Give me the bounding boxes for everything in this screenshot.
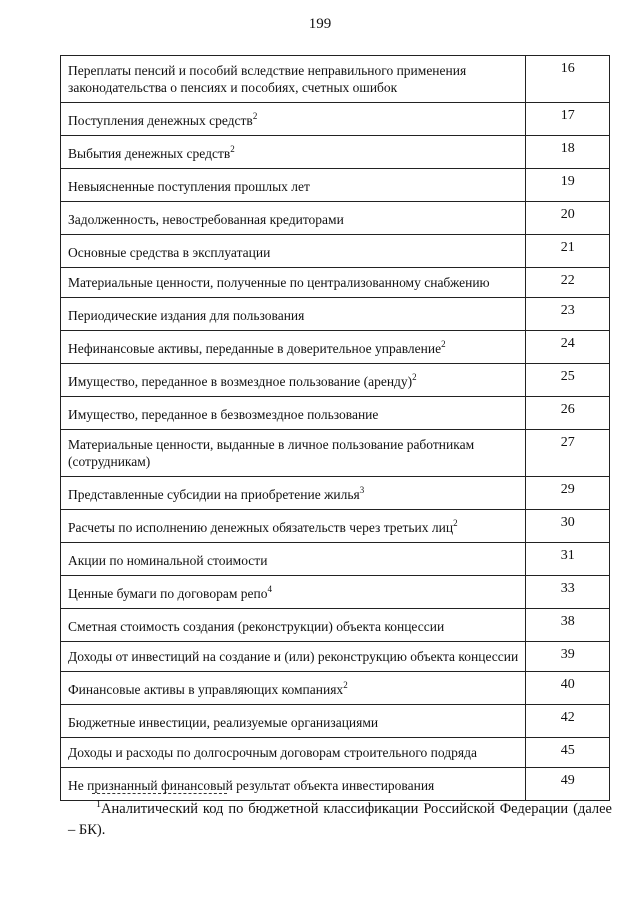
row-name-cell (61, 103, 526, 136)
row-footnote-ref: 3 (359, 484, 365, 495)
row-code: 45 (525, 738, 609, 768)
row-name: Материальные ценности, полученные по централизованному снабжению (68, 275, 490, 290)
row-name-cell (61, 331, 526, 364)
row-name: Поступления денежных средств (68, 113, 253, 128)
row-name: Доходы от инвестиций на создание и (или) реконструкцию объекта концессии (68, 649, 519, 664)
table-row (61, 331, 610, 364)
row-code: 27 (525, 430, 609, 477)
row-name: Имущество, переданное в безвозмездное пользование (68, 407, 379, 422)
row-code: 38 (525, 609, 609, 642)
row-name-cell (61, 642, 526, 672)
row-code: 40 (525, 672, 609, 705)
table-row (61, 268, 610, 298)
table-row (61, 136, 610, 169)
account-codes-table (60, 55, 610, 801)
row-name-cell (61, 298, 526, 331)
row-name-cell (61, 56, 526, 103)
row-name-cell (61, 543, 526, 576)
footnote (68, 799, 612, 841)
row-name: Материальные ценности, выданные в личное пользование работникам (сотрудникам) (68, 437, 475, 469)
row-code: 17 (525, 103, 609, 136)
row-footnote-ref: 2 (343, 679, 348, 690)
row-footnote-ref: 4 (267, 583, 272, 594)
row-name: Расчеты по исполнению денежных обязательств через третьих лиц (68, 520, 454, 535)
row-name: Сметная стоимость создания (реконструкции) объекта концессии (68, 619, 445, 634)
table-row (61, 543, 610, 576)
row-code: 30 (525, 510, 609, 543)
row-code: 19 (525, 169, 609, 202)
row-name: Невыясненные поступления прошлых лет (68, 179, 310, 194)
row-name: Доходы и расходы по долгосрочным договорам строительного подряда (68, 745, 477, 760)
row-name-cell (61, 576, 526, 609)
table-row (61, 397, 610, 430)
row-name: Основные средства в эксплуатации (68, 245, 271, 260)
row-name-cell (61, 768, 526, 801)
row-name: Не признанный финансовый результат объекта инвестирования (68, 778, 435, 793)
row-code: 23 (525, 298, 609, 331)
row-code: 21 (525, 235, 609, 268)
row-name-cell (61, 477, 526, 510)
row-name-cell (61, 268, 526, 298)
row-code: 16 (525, 56, 609, 103)
row-name: Финансовые активы в управляющих компаниях (68, 682, 344, 697)
row-code: 39 (525, 642, 609, 672)
row-name: Бюджетные инвестиции, реализуемые организациями (68, 715, 379, 730)
row-footnote-ref: 2 (441, 338, 446, 349)
table-row (61, 576, 610, 609)
footnote-separator (92, 793, 227, 794)
row-footnote-ref: 2 (412, 371, 417, 382)
table-row (61, 202, 610, 235)
row-name: Представленные субсидии на приобретение жилья (68, 487, 360, 502)
row-name: Имущество, переданное в возмездное пользование (аренду) (68, 374, 413, 389)
table-row (61, 430, 610, 477)
row-name: Переплаты пенсий и пособий вследствие неправильного применения законодательства о пенсиях и пособиях, счетных ошибок (68, 63, 467, 95)
row-code: 18 (525, 136, 609, 169)
table-row (61, 56, 610, 103)
row-footnote-ref: 2 (230, 143, 235, 154)
row-code: 26 (525, 397, 609, 430)
table-row (61, 510, 610, 543)
row-name: Акции по номинальной стоимости (68, 553, 268, 568)
row-name-cell (61, 136, 526, 169)
footnote-text: Аналитический код по бюджетной классификации Российской Федерации (далее – БК). (68, 801, 612, 838)
row-code: 25 (525, 364, 609, 397)
table-row (61, 235, 610, 268)
row-name: Выбытия денежных средств (68, 146, 231, 161)
row-code: 22 (525, 268, 609, 298)
table-row (61, 705, 610, 738)
row-code: 20 (525, 202, 609, 235)
table-row (61, 477, 610, 510)
row-name: Задолженность, невостребованная кредиторами (68, 212, 344, 227)
table-row (61, 768, 610, 801)
row-name-cell (61, 364, 526, 397)
row-footnote-ref: 2 (252, 110, 258, 121)
row-name-cell (61, 705, 526, 738)
row-name-cell (61, 510, 526, 543)
footnote-mark: 1 (96, 799, 101, 811)
table-row (61, 642, 610, 672)
page-number: 199 (308, 16, 332, 32)
row-code: 33 (525, 576, 609, 609)
row-name-cell (61, 672, 526, 705)
table-row (61, 364, 610, 397)
row-footnote-ref: 2 (453, 517, 458, 528)
row-name-cell (61, 738, 526, 768)
table-body (61, 56, 610, 801)
table-row (61, 169, 610, 202)
row-code: 31 (525, 543, 609, 576)
row-name-cell (61, 609, 526, 642)
row-code: 24 (525, 331, 609, 364)
row-code: 29 (525, 477, 609, 510)
table-row (61, 672, 610, 705)
row-code: 42 (525, 705, 609, 738)
row-name: Ценные бумаги по договорам репо (68, 586, 268, 601)
table-row (61, 738, 610, 768)
row-name-cell (61, 169, 526, 202)
table-row (61, 103, 610, 136)
row-name: Нефинансовые активы, переданные в доверительное управление (68, 341, 442, 356)
row-name-cell (61, 235, 526, 268)
row-code: 49 (525, 768, 609, 801)
row-name: Периодические издания для пользования (68, 308, 305, 323)
table-row (61, 298, 610, 331)
table-row (61, 609, 610, 642)
row-name-cell (61, 430, 526, 477)
row-name-cell (61, 397, 526, 430)
row-name-cell (61, 202, 526, 235)
